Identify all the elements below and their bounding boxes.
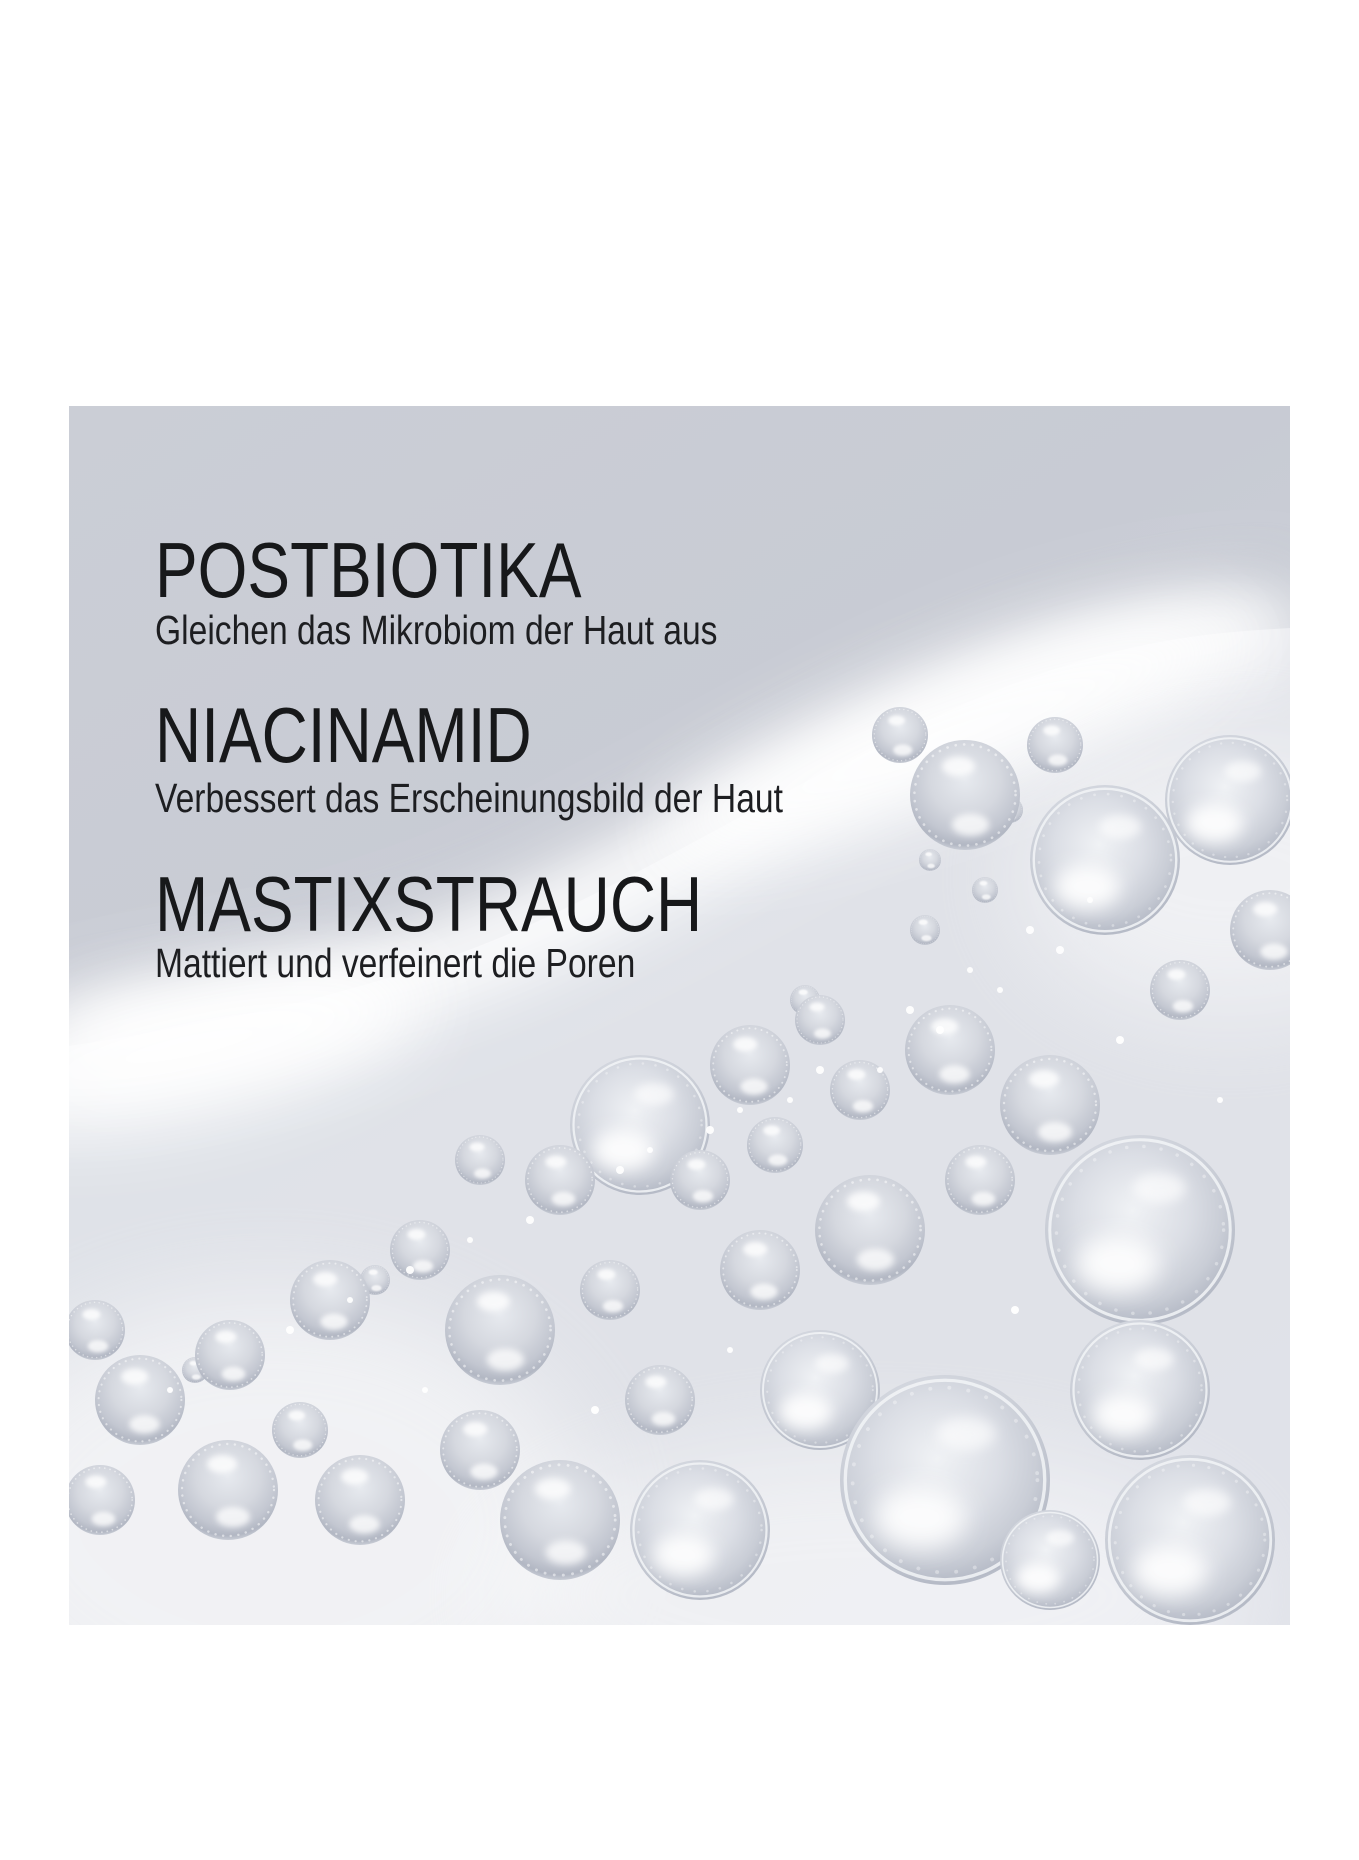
ingredient-name: MASTIXSTRAUCH (155, 860, 703, 948)
ingredient-name: POSTBIOTIKA (155, 526, 582, 614)
ingredient-info-panel (69, 406, 1290, 1625)
foam-bubbles-photo (69, 406, 1290, 1625)
ingredient-benefit: Mattiert und verfeinert die Poren (155, 940, 636, 986)
ingredient-name: NIACINAMID (155, 691, 532, 779)
ingredient-benefit: Gleichen das Mikrobiom der Haut aus (155, 607, 718, 653)
ingredient-benefit: Verbessert das Erscheinungsbild der Haut (155, 775, 783, 821)
